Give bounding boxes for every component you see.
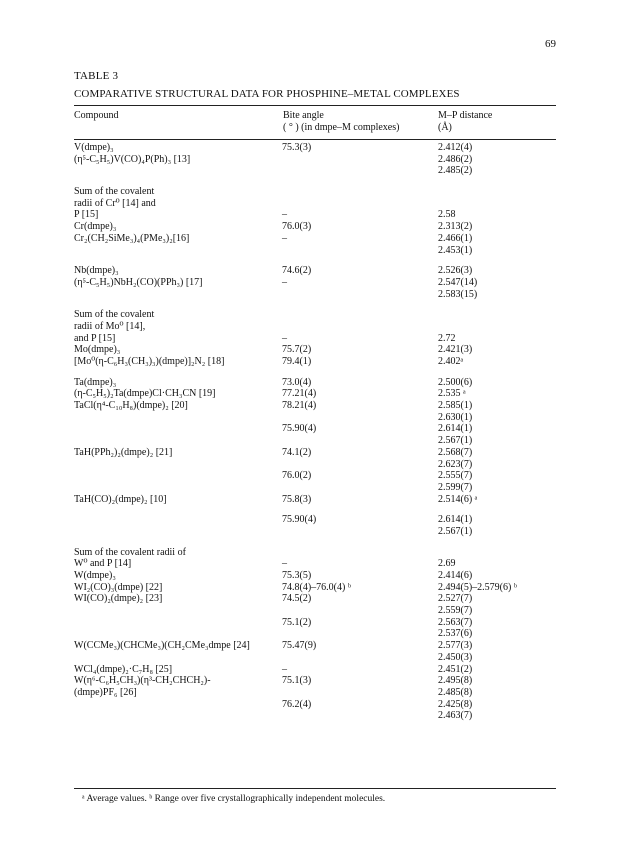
header-mp-distance-line1: M–P distance	[438, 110, 493, 121]
table-row	[74, 186, 556, 198]
header-compound	[74, 110, 118, 122]
compound-cell: Cr₂(CH₂SiMe₃)₄(PMe₃)₂[16]	[74, 232, 190, 244]
table-row	[74, 652, 556, 664]
mp-distance-cell: 2.451(2)	[438, 663, 473, 675]
compound-cell: Sum of the covalent radii of	[74, 546, 186, 558]
mp-distance-cell: 2.623(7)	[438, 458, 473, 470]
table-body	[74, 142, 556, 722]
mp-distance-cell: 2.425(8)	[438, 698, 473, 710]
mp-distance-cell: 2.485(2)	[438, 165, 473, 177]
mp-distance-cell: 2.58	[438, 209, 456, 221]
compound-cell: W(dmpe)₃	[74, 570, 116, 581]
mp-distance-cell: 2.463(7)	[438, 710, 473, 722]
bite-angle-cell: 76.2(4)	[282, 698, 312, 710]
table-row	[74, 400, 556, 412]
table-row	[74, 494, 556, 506]
mp-distance-cell: 2.466(1)	[438, 232, 473, 244]
mp-distance-cell: 2.614(1)	[438, 423, 473, 435]
table-row	[74, 640, 556, 652]
compound-cell: WI(CO)₂(dmpe)₂ [23]	[74, 593, 163, 605]
compound-cell: (η⁵-C₅H₅)NbH₂(CO)(PPh₃) [17]	[74, 276, 203, 288]
bite-angle-cell: 74.5(2)	[282, 593, 312, 605]
table-row	[74, 344, 556, 356]
bite-angle-cell: 78.21(4)	[282, 400, 317, 412]
table-row	[74, 459, 556, 471]
bite-angle-cell: 76.0(2)	[282, 470, 312, 482]
table-row	[74, 482, 556, 494]
mp-distance-cell: 2.495(8)	[438, 675, 473, 687]
bite-angle-cell: 75.90(4)	[282, 514, 317, 526]
mp-distance-cell: 2.526(3)	[438, 265, 473, 277]
table-row	[74, 593, 556, 605]
bite-angle-cell: 75.3(3)	[282, 142, 312, 153]
page-number: 69	[545, 38, 556, 50]
compound-cell: TaH(CO)₂(dmpe)₂ [10]	[74, 493, 167, 505]
row-spacer	[74, 368, 556, 377]
bite-angle-cell: –	[282, 332, 287, 344]
mp-distance-cell: 2.514(6) ᵃ	[438, 493, 478, 505]
table-label: TABLE 3	[74, 70, 119, 82]
header-bite-angle-line1: Bite angle	[283, 110, 324, 121]
table-row	[74, 289, 556, 301]
mp-distance-cell: 2.486(2)	[438, 153, 473, 165]
row-spacer	[74, 505, 556, 514]
mp-distance-cell: 2.72	[438, 332, 456, 344]
table-top-rule	[74, 105, 556, 106]
bite-angle-cell: 74.8(4)–76.0(4) ᵇ	[282, 581, 351, 593]
table-header-rule	[74, 139, 556, 140]
table-row	[74, 265, 556, 277]
compound-cell: V(dmpe)₃	[74, 142, 114, 153]
bite-angle-cell: 76.0(3)	[282, 221, 312, 233]
mp-distance-cell: 2.555(7)	[438, 470, 473, 482]
table-row	[74, 687, 556, 699]
table-row	[74, 547, 556, 559]
table-row	[74, 209, 556, 221]
bite-angle-cell: 75.47(9)	[282, 640, 317, 652]
mp-distance-cell: 2.527(7)	[438, 593, 473, 605]
compound-cell: (η-C₅H₅)₂Ta(dmpe)Cl·CH₃CN [19]	[74, 388, 216, 400]
mp-distance-cell: 2.559(7)	[438, 605, 473, 617]
table-row	[74, 277, 556, 289]
mp-distance-cell: 2.450(3)	[438, 651, 473, 663]
table-row	[74, 558, 556, 570]
table-row	[74, 582, 556, 594]
row-spacer	[74, 177, 556, 186]
mp-distance-cell: 2.535 ᵃ	[438, 388, 466, 400]
mp-distance-cell: 2.567(1)	[438, 435, 473, 447]
table-bottom-rule	[74, 788, 556, 789]
row-spacer	[74, 256, 556, 265]
table-row	[74, 388, 556, 400]
mp-distance-cell: 2.599(7)	[438, 481, 473, 493]
table-row	[74, 333, 556, 345]
table-footnote: ᵃ Average values. ᵇ Range over five crystallographically independent molecules.	[82, 794, 386, 804]
mp-distance-cell: 2.585(1)	[438, 400, 473, 412]
row-spacer	[74, 300, 556, 309]
table-row	[74, 142, 556, 154]
compound-cell: Sum of the covalent	[74, 186, 155, 198]
compound-cell: Sum of the covalent	[74, 309, 155, 321]
bite-angle-cell: 75.90(4)	[282, 423, 317, 435]
compound-cell: W(CCMe₃)(CHCMe₃)(CH₂CMe₃dmpe [24]	[74, 640, 250, 652]
bite-angle-cell: 75.3(5)	[282, 570, 312, 581]
mp-distance-cell: 2.568(7)	[438, 446, 473, 458]
table-row	[74, 198, 556, 210]
bite-angle-cell: 79.4(1)	[282, 356, 312, 367]
mp-distance-cell: 2.614(1)	[438, 514, 473, 526]
header-mp-distance-line2: (Å)	[438, 122, 452, 133]
table-row	[74, 664, 556, 676]
bite-angle-cell: –	[282, 276, 287, 288]
mp-distance-cell: 2.485(8)	[438, 686, 473, 698]
table-row	[74, 423, 556, 435]
header-bite-angle-line2: ( ° ) (in dmpe–M complexes)	[283, 122, 400, 133]
table-row	[74, 309, 556, 321]
table-row	[74, 154, 556, 166]
compound-cell: P [15]	[74, 209, 99, 221]
bite-angle-cell: 73.0(4)	[282, 376, 312, 388]
header-bite-angle	[283, 110, 399, 134]
table-row	[74, 435, 556, 447]
mp-distance-cell: 2.414(6)	[438, 570, 473, 581]
table-row	[74, 356, 556, 368]
mp-distance-cell: 2.583(15)	[438, 288, 478, 300]
compound-cell: TaCl(η⁴-C₁₀H₈)(dmpe)₂ [20]	[74, 400, 188, 412]
bite-angle-cell: 75.1(2)	[282, 616, 312, 628]
table-row	[74, 221, 556, 233]
mp-distance-cell: 2.563(7)	[438, 616, 473, 628]
mp-distance-cell: 2.453(1)	[438, 244, 473, 256]
table-row	[74, 675, 556, 687]
compound-cell: Ta(dmpe)₃	[74, 376, 117, 388]
table-row	[74, 570, 556, 582]
compound-cell: TaH(PPh₂)₂(dmpe)₂ [21]	[74, 446, 173, 458]
table-row	[74, 710, 556, 722]
compound-cell: radii of Cr⁰ [14] and	[74, 197, 156, 209]
table-row	[74, 233, 556, 245]
bite-angle-cell: –	[282, 209, 287, 221]
mp-distance-cell: 2.412(4)	[438, 142, 473, 153]
mp-distance-cell: 2.567(1)	[438, 525, 473, 537]
table-row	[74, 321, 556, 333]
bite-angle-cell: 74.1(2)	[282, 446, 312, 458]
mp-distance-cell: 2.537(6)	[438, 628, 473, 640]
compound-cell: Mo(dmpe)₃	[74, 344, 121, 356]
bite-angle-cell: –	[282, 663, 287, 675]
mp-distance-cell: 2.494(5)–2.579(6) ᵇ	[438, 581, 517, 593]
table-row	[74, 447, 556, 459]
compound-cell: W⁰ and P [14]	[74, 558, 132, 570]
table-title: COMPARATIVE STRUCTURAL DATA FOR PHOSPHINE–METAL COMPLEXES	[74, 88, 460, 100]
mp-distance-cell: 2.630(1)	[438, 411, 473, 423]
mp-distance-cell: 2.69	[438, 558, 456, 570]
compound-cell: (η⁵-C₅H₅)V(CO)₄P(Ph)₃ [13]	[74, 153, 191, 165]
bite-angle-cell: 77.21(4)	[282, 388, 317, 400]
compound-cell: WCl₄(dmpe)₂·C₇H₈ [25]	[74, 663, 173, 675]
mp-distance-cell: 2.313(2)	[438, 221, 473, 233]
compound-cell: radii of Mo⁰ [14],	[74, 320, 146, 332]
bite-angle-cell: 75.7(2)	[282, 344, 312, 356]
table-row	[74, 470, 556, 482]
table-row	[74, 526, 556, 538]
mp-distance-cell: 2.402ᵃ	[438, 356, 464, 367]
compound-cell: (dmpe)PF₆ [26]	[74, 686, 137, 698]
table-row	[74, 628, 556, 640]
bite-angle-cell: 75.8(3)	[282, 493, 312, 505]
compound-cell: [Mo⁰(η-C₆H₃(CH₃)₃)(dmpe)]₂N₂ [18]	[74, 356, 225, 367]
bite-angle-cell: 74.6(2)	[282, 265, 312, 277]
table-row	[74, 165, 556, 177]
table-row	[74, 377, 556, 389]
compound-cell: and P [15]	[74, 332, 116, 344]
bite-angle-cell: –	[282, 232, 287, 244]
mp-distance-cell: 2.500(6)	[438, 376, 473, 388]
compound-cell: W(η⁶-C₆H₅CH₃)(η³-CH₂CHCH₂)-	[74, 675, 211, 687]
table-row	[74, 605, 556, 617]
header-mp-distance	[438, 110, 492, 134]
bite-angle-cell: 75.1(3)	[282, 675, 312, 687]
bite-angle-cell: –	[282, 558, 287, 570]
compound-cell: WI₂(CO)₃(dmpe) [22]	[74, 581, 163, 593]
table-row	[74, 514, 556, 526]
compound-cell: Nb(dmpe)₃	[74, 265, 119, 277]
row-spacer	[74, 538, 556, 547]
table-row	[74, 412, 556, 424]
table-row	[74, 699, 556, 711]
mp-distance-cell: 2.547(14)	[438, 276, 478, 288]
mp-distance-cell: 2.577(3)	[438, 640, 473, 652]
compound-cell: Cr(dmpe)₃	[74, 221, 117, 233]
header-compound-label: Compound	[74, 110, 119, 121]
mp-distance-cell: 2.421(3)	[438, 344, 473, 356]
table-row	[74, 617, 556, 629]
table-row	[74, 245, 556, 257]
